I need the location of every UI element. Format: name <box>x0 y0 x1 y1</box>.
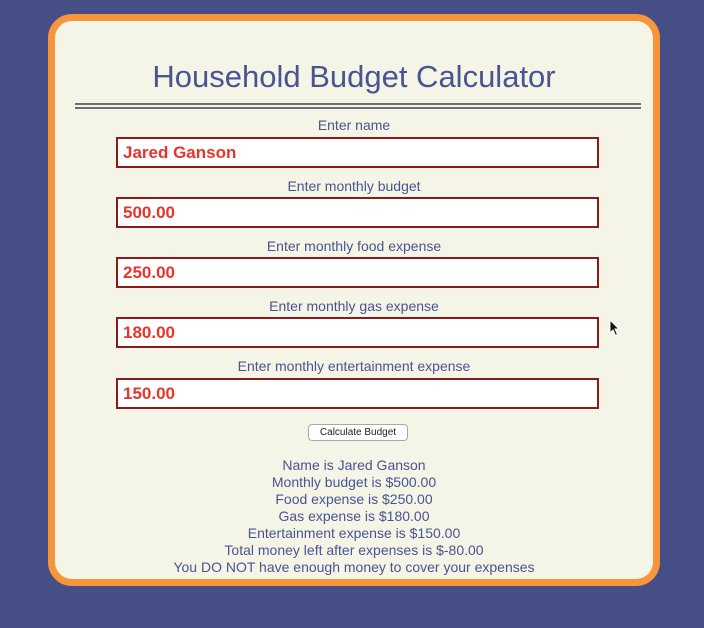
gas-expense-input[interactable] <box>116 317 599 348</box>
result-gas: Gas expense is $180.00 <box>278 508 430 524</box>
name-label: Enter name <box>317 117 391 133</box>
title-divider <box>75 103 641 109</box>
result-verdict: You DO NOT have enough money to cover your expenses <box>173 559 535 575</box>
budget-calculator-card <box>48 14 660 586</box>
results-output <box>55 457 653 576</box>
result-entertainment: Entertainment expense is $150.00 <box>247 525 461 541</box>
name-input[interactable] <box>116 137 599 168</box>
page-title: Household Budget Calculator <box>152 59 556 94</box>
entertainment-expense-input[interactable] <box>116 378 599 409</box>
result-money-left: Total money left after expenses is $-80.00 <box>224 542 484 558</box>
calculate-budget-button[interactable]: Calculate Budget <box>308 424 408 441</box>
result-name: Name is Jared Ganson <box>282 457 426 473</box>
mouse-pointer-icon <box>609 319 621 337</box>
monthly-budget-input[interactable] <box>116 197 599 228</box>
budget-label: Enter monthly budget <box>287 178 421 194</box>
result-food: Food expense is $250.00 <box>275 491 433 507</box>
result-budget: Monthly budget is $500.00 <box>271 474 437 490</box>
food-expense-input[interactable] <box>116 257 599 288</box>
food-expense-label: Enter monthly food expense <box>266 238 442 254</box>
entertainment-expense-label: Enter monthly entertainment expense <box>237 358 471 374</box>
gas-expense-label: Enter monthly gas expense <box>269 298 439 314</box>
